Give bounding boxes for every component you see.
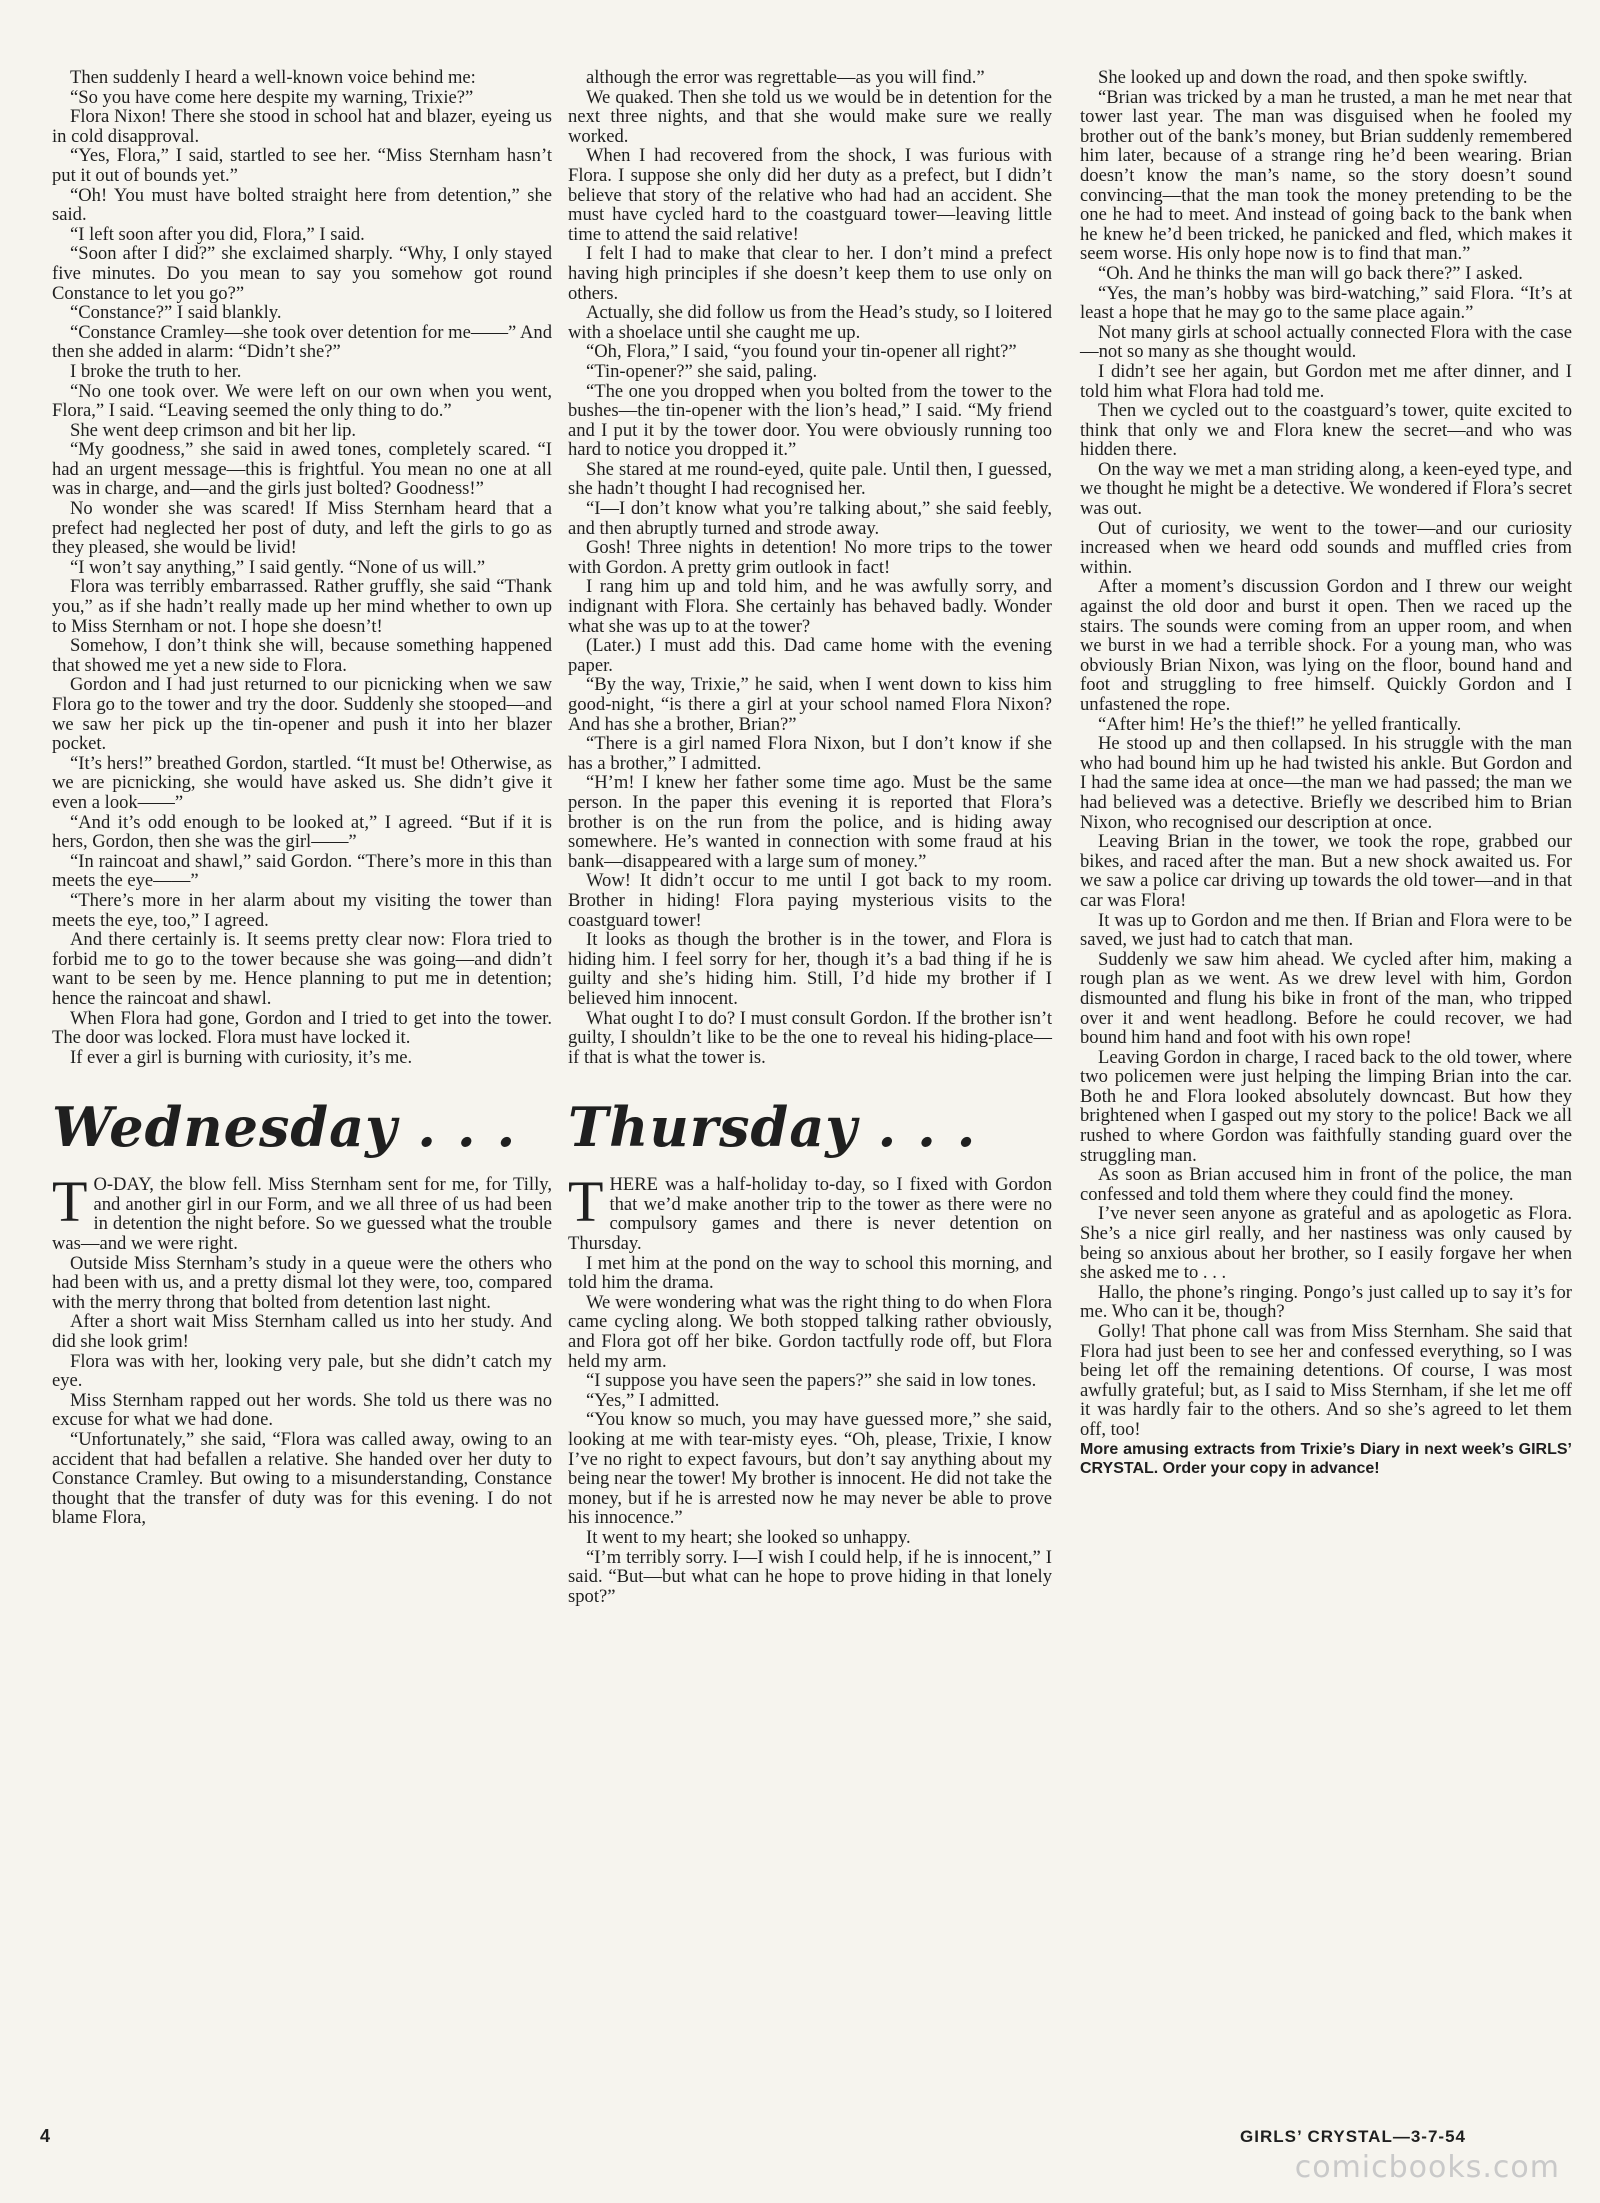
paragraph: “I left soon after you did, Flora,” I said. bbox=[70, 223, 365, 245]
paragraph: “My goodness,” she said in awed tones, completely scared. “I had an urgent message—this is frightful. You mean no one at all was in charge, and—and the girls just bolted? Goodness!” bbox=[52, 439, 552, 500]
paragraph: Golly! That phone call was from Miss Sternham. She said that Flora had just been to see her and confessed everything, so I was being let off the remaining detentions. Of course, I was most awfully grateful; but, as I said to Miss Sternham, if she let me off it was hardly fair to the others. And so she’s agreed to let them off, too! bbox=[1080, 1321, 1572, 1440]
paragraph: It was up to Gordon and me then. If Brian and Flora were to be saved, we just had to catch that man. bbox=[1080, 909, 1572, 951]
paragraph: “Oh! You must have bolted straight here from detention,” she said. bbox=[52, 184, 552, 226]
column-1-paragraphs-after bbox=[52, 1254, 552, 1528]
section-heading-thursday: Thursday . . . bbox=[568, 1095, 977, 1160]
dropcap-letter: T bbox=[568, 1169, 604, 1235]
paragraph: I rang him up and told him, and he was awfully sorry, and indignant with Flora. She certainly has behaved badly. Wonder what she was up to at the tower? bbox=[568, 576, 1052, 637]
paragraph: Miss Sternham rapped out her words. She told us there was no excuse for what we had done. bbox=[52, 1389, 552, 1431]
paragraph: Gordon and I had just returned to our picnicking when we saw Flora go to the tower and try the door. Suddenly she stooped—and we saw her pick up the tin-opener and push it into her blazer pocket. bbox=[52, 674, 552, 755]
paragraph: “There’s more in her alarm about my visiting the tower than meets the eye, too,” I agreed. bbox=[52, 889, 552, 931]
paragraph: “Brian was tricked by a man he trusted, a man he met near that tower last year. The man was disguised when he fooled my brother out of the bank’s money, but Brian suddenly remembered him later, because of a strange ring he’d been wearing. Brian doesn’t know the man’s name, so the story doesn’t sound convincing—that the man took the money pretending to be the one he had to meet. And instead of going back to the bank when he knew he’d been tricked, he panicked and fled, which makes it seem worse. His only hope now is to find that man.” bbox=[1080, 86, 1572, 265]
paragraph: Outside Miss Sternham’s study in a queue were the others who had been with us, and a pretty dismal lot they were, too, compared with the merry throng that bolted from detention last night. bbox=[52, 1252, 552, 1313]
paragraph: “I—I don’t know what you’re talking about,” she said feebly, and then abruptly turned and strode away. bbox=[568, 498, 1052, 539]
paragraph: Suddenly we saw him ahead. We cycled after him, making a rough plan as we went. As we drew level with him, Gordon dismounted and flung his bike in front of the man, who tripped over it and went headlong. Before he could recover, we had bound him hand and foot with his own rope! bbox=[1080, 948, 1572, 1049]
paragraph: I didn’t see her again, but Gordon met me after dinner, and I told him what Flora had told me. bbox=[1080, 360, 1572, 402]
section-heading-wednesday: Wednesday . . . bbox=[52, 1095, 517, 1160]
paragraph: And there certainly is. It seems pretty clear now: Flora tried to forbid me to go to the tower because she was going—and didn’t want to be seen by me. Hence planning to put me in detention; hence the raincoat and shawl. bbox=[52, 929, 552, 1009]
paragraph: She looked up and down the road, and then spoke swiftly. bbox=[1098, 67, 1528, 88]
paragraph: Then we cycled out to the coastguard’s tower, quite excited to think that only we and Flora knew the secret—and who was hidden there. bbox=[1080, 400, 1572, 461]
paragraph: Then suddenly I heard a well-known voice behind me: bbox=[70, 67, 476, 88]
paragraph: When I had recovered from the shock, I was furious with Flora. I suppose she only did her duty as a prefect, but I didn’t believe that story of the relative who had had an accident. She must have cycled hard to the coastguard tower—leaving little time to attend the said relative! bbox=[568, 145, 1052, 245]
paragraph: “You know so much, you may have guessed more,” she said, looking at me with tear-misty eyes. “Oh, please, Trixie, I know I’ve no right to expect favours, but don’t say anything about my being near the tower! My brother is innocent. He did not take the money, but if he is arrested now he may never be able to prove his innocence.” bbox=[568, 1409, 1052, 1529]
paragraph: It looks as though the brother is in the tower, and Flora is hiding him. I feel sorry for her, though it’s a bad thing if he is guilty and she’s hiding him. Still, I’d hide my brother if I believed him innocent. bbox=[568, 929, 1052, 1009]
paragraph: After a moment’s discussion Gordon and I threw our weight against the old door and burst it open. Then we raced up the stairs. The sounds were coming from an upper room, and when we burst in we had a terrible shock. For a young man, who was obviously Brian Nixon, was lying on the floor, bound hand and foot and struggling to free himself. Quickly Gordon and I unfastened the rope. bbox=[1080, 576, 1572, 715]
paragraph: “And it’s odd enough to be looked at,” I agreed. “But if it is hers, Gordon, then she was the girl——” bbox=[52, 811, 552, 853]
dropcap-letter: T bbox=[52, 1169, 88, 1235]
paragraph: “There is a girl named Flora Nixon, but I don’t know if she has a brother,” I admitted. bbox=[568, 733, 1052, 774]
paragraph: We quaked. Then she told us we would be in detention for the next three nights, and that she would make sure we really worked. bbox=[568, 86, 1052, 147]
paragraph: I felt I had to make that clear to her. I don’t mind a prefect having high principles if she doesn’t keep them to use only on others. bbox=[568, 243, 1052, 304]
paragraph: Gosh! Three nights in detention! No more trips to the tower with Gordon. A pretty grim outlook in fact! bbox=[568, 537, 1052, 578]
paragraph: “H’m! I knew her father some time ago. Must be the same person. In the paper this evening it is reported that Flora’s brother is on the run from the police, and is hiding away somewhere. He’s wanted in connection with some fraud at his bank—disappeared with a large sum of money.” bbox=[568, 772, 1052, 872]
paragraph: “I’m terribly sorry. I—I wish I could help, if he is innocent,” I said. “But—but what can he hope to prove hiding in that lonely spot?” bbox=[568, 1546, 1052, 1607]
paragraph: “It’s hers!” breathed Gordon, startled. “It must be! Otherwise, as we are picnicking, she would have asked us. She didn’t give it even a look——” bbox=[52, 752, 552, 813]
paragraph: On the way we met a man striding along, a keen-eyed type, and we thought he might be a detective. We wondered if Flora’s secret was out. bbox=[1080, 458, 1572, 520]
paragraph: I broke the truth to her. bbox=[70, 360, 242, 382]
paragraph: Flora was terribly embarrassed. Rather gruffly, she said “Thank you,” as if she hadn’t really made up her mind whether to own up to Miss Sternham or not. I hope she doesn’t! bbox=[52, 576, 552, 637]
paragraph: “By the way, Trixie,” he said, when I went down to kiss him good-night, “is there a girl at your school named Flora Nixon? And has she a brother, Brian?” bbox=[568, 674, 1052, 735]
paragraph: Leaving Brian in the tower, we took the rope, grabbed our bikes, and raced after the man. But a new shock awaited us. For we saw a police car driving up towards the old tower—and in that car was Flora! bbox=[1080, 831, 1572, 911]
text-column-3 bbox=[1080, 68, 1572, 1478]
paragraph: Flora Nixon! There she stood in school hat and blazer, eyeing us in cold disapproval. bbox=[52, 106, 552, 147]
paragraph: although the error was regrettable—as you will find.” bbox=[586, 67, 985, 88]
text-column-2 bbox=[568, 68, 1052, 1606]
paragraph: After a short wait Miss Sternham called us into her study. And did she look grim! bbox=[52, 1311, 552, 1353]
paragraph: As soon as Brian accused him in front of the police, the man confessed and told them where they could find the money. bbox=[1080, 1164, 1572, 1205]
paragraph: “No one took over. We were left on our own when you went, Flora,” I said. “Leaving seemed the only thing to do.” bbox=[52, 380, 552, 422]
text-column-1 bbox=[52, 68, 552, 1528]
paragraph: Somehow, I don’t think she will, because something happened that showed me yet a new side to Flora. bbox=[52, 635, 552, 676]
next-week-promo: More amusing extracts from Trixie’s Diary in next week’s GIRLS’ CRYSTAL. Order your copy in advance! bbox=[1080, 1440, 1572, 1477]
paragraph: What ought I to do? I must consult Gordon. If the brother isn’t guilty, I shouldn’t like to be the one to reveal his hiding-place—if that is what the tower is. bbox=[568, 1007, 1052, 1068]
paragraph: Leaving Gordon in charge, I raced back to the old tower, where two policemen were just helping the limping Brian into the car. Both he and Flora looked absolutely downcast. But how they brightened when I gasped out my story to the police! Back we all rushed to where Gordon was faithfully standing guard over the struggling man. bbox=[1080, 1046, 1572, 1166]
dropcap-paragraph bbox=[568, 1169, 1052, 1255]
column-1-paragraphs bbox=[52, 68, 552, 1067]
paragraph: It went to my heart; she looked so unhappy. bbox=[586, 1526, 911, 1548]
paragraph: She went deep crimson and bit her lip. bbox=[70, 419, 357, 441]
paragraph: Out of curiosity, we went to the tower—and our curiosity increased when we heard odd sounds and muffled cries from within. bbox=[1080, 517, 1572, 578]
paragraph: Hallo, the phone’s ringing. Pongo’s just called up to say it’s for me. Who can it be, though? bbox=[1080, 1281, 1572, 1323]
paragraph: “I suppose you have seen the papers?” she said in low tones. bbox=[586, 1370, 1037, 1392]
publication-footer: GIRLS’ CRYSTAL—3-7-54 bbox=[1240, 2127, 1466, 2146]
paragraph: “Yes,” I admitted. bbox=[586, 1389, 720, 1411]
paragraph: We were wondering what was the right thing to do when Flora came cycling along. We both stopped talking rather obviously, and Flora got off her bike. Gordon tactfully rode off, but Flora held my arm. bbox=[568, 1291, 1052, 1372]
column-3-paragraphs bbox=[1080, 68, 1572, 1440]
paragraph: “Constance Cramley—she took over detention for me——” And then she added in alarm: “Didn’t she?” bbox=[52, 321, 552, 363]
page-number: 4 bbox=[40, 2126, 51, 2146]
paragraph: “Yes, Flora,” I said, startled to see her. “Miss Sternham hasn’t put it out of bounds yet.” bbox=[52, 145, 552, 186]
paragraph: He stood up and then collapsed. In his struggle with the man who had bound him up he had twisted his ankle. But Gordon and I had the same idea at once—the man we had passed; the man we had believed was a detective. Briefly we described him to Brian Nixon, who recognised our description at once. bbox=[1080, 733, 1572, 833]
paragraph: “Oh. And he thinks the man will go back there?” I asked. bbox=[1098, 262, 1523, 284]
paragraph: “I won’t say anything,” I said gently. “None of us will.” bbox=[70, 556, 486, 578]
paragraph: Wow! It didn’t occur to me until I got back to my room. Brother in hiding! Flora paying mysterious visits to the coastguard tower! bbox=[568, 870, 1052, 931]
paragraph: Not many girls at school actually connected Flora with the case—not so many as she thought would. bbox=[1080, 321, 1572, 363]
paragraph: (Later.) I must add this. Dad came home with the evening paper. bbox=[568, 635, 1052, 676]
site-watermark: comicbooks.com bbox=[1294, 2150, 1560, 2185]
paragraph: She stared at me round-eyed, quite pale. Until then, I guessed, she hadn’t thought I had recognised her. bbox=[568, 458, 1052, 500]
paragraph: “Unfortunately,” she said, “Flora was called away, owing to an accident that had befallen a relative. She handed over her duty to Constance Cramley. But owing to a misunderstanding, Constance thought that the transfer of duty was for this evening. I do not blame Flora, bbox=[52, 1429, 552, 1529]
dropcap-paragraph bbox=[52, 1169, 552, 1255]
paragraph: “So you have come here despite my warning, Trixie?” bbox=[70, 86, 474, 108]
paragraph: “The one you dropped when you bolted from the tower to the bushes—the tin-opener with the lion’s head,” I said. “My friend and I put it by the tower door. You were obviously running too hard to notice you dropped it.” bbox=[568, 380, 1052, 461]
column-2-paragraphs-after bbox=[568, 1254, 1052, 1607]
column-2-paragraphs bbox=[568, 68, 1052, 1067]
paragraph: “After him! He’s the thief!” he yelled frantically. bbox=[1098, 713, 1462, 735]
paragraph: “Yes, the man’s hobby was bird-watching,” said Flora. “It’s at least a hope that he may go to the same place again.” bbox=[1080, 282, 1572, 324]
paragraph: “Tin-opener?” she said, paling. bbox=[586, 360, 818, 382]
paragraph: “Constance?” I said blankly. bbox=[70, 302, 282, 324]
dropcap-paragraph-text: HERE was a half-holiday to-day, so I fixed with Gordon that we’d make another trip to the tower as there were no compulsory games and there is never detention on Thursday. bbox=[568, 1174, 1052, 1255]
paragraph: No wonder she was scared! If Miss Sternham heard that a prefect had neglected her post of duty, and left the girls to go as they pleased, she would be livid! bbox=[52, 498, 552, 559]
paragraph: Actually, she did follow us from the Head’s study, so I loitered with a shoelace until she caught me up. bbox=[568, 302, 1052, 343]
paragraph: When Flora had gone, Gordon and I tried to get into the tower. The door was locked. Flora must have locked it. bbox=[52, 1007, 552, 1049]
paragraph: “Soon after I did?” she exclaimed sharply. “Why, I only stayed five minutes. Do you mean to say you somehow got round Constance to let you go?” bbox=[52, 243, 552, 304]
paragraph: I’ve never seen anyone as grateful and as apologetic as Flora. She’s a nice girl really, and her nastiness was only caused by being so anxious about her brother, so I easily forgave her when she asked me to . . . bbox=[1080, 1203, 1572, 1284]
paragraph: I met him at the pond on the way to school this morning, and told him the drama. bbox=[568, 1252, 1052, 1294]
paragraph: If ever a girl is burning with curiosity, it’s me. bbox=[70, 1046, 413, 1068]
paragraph: “Oh, Flora,” I said, “you found your tin-opener all right?” bbox=[586, 341, 1017, 363]
dropcap-paragraph-text: O-DAY, the blow fell. Miss Sternham sent for me, for Tilly, and another girl in our Form, and we all three of us had been in detention the night before. So we guessed what the trouble was—and we were right. bbox=[52, 1174, 552, 1255]
paragraph: Flora was with her, looking very pale, but she didn’t catch my eye. bbox=[52, 1350, 552, 1392]
paragraph: “In raincoat and shawl,” said Gordon. “There’s more in this than meets the eye——” bbox=[52, 850, 552, 892]
